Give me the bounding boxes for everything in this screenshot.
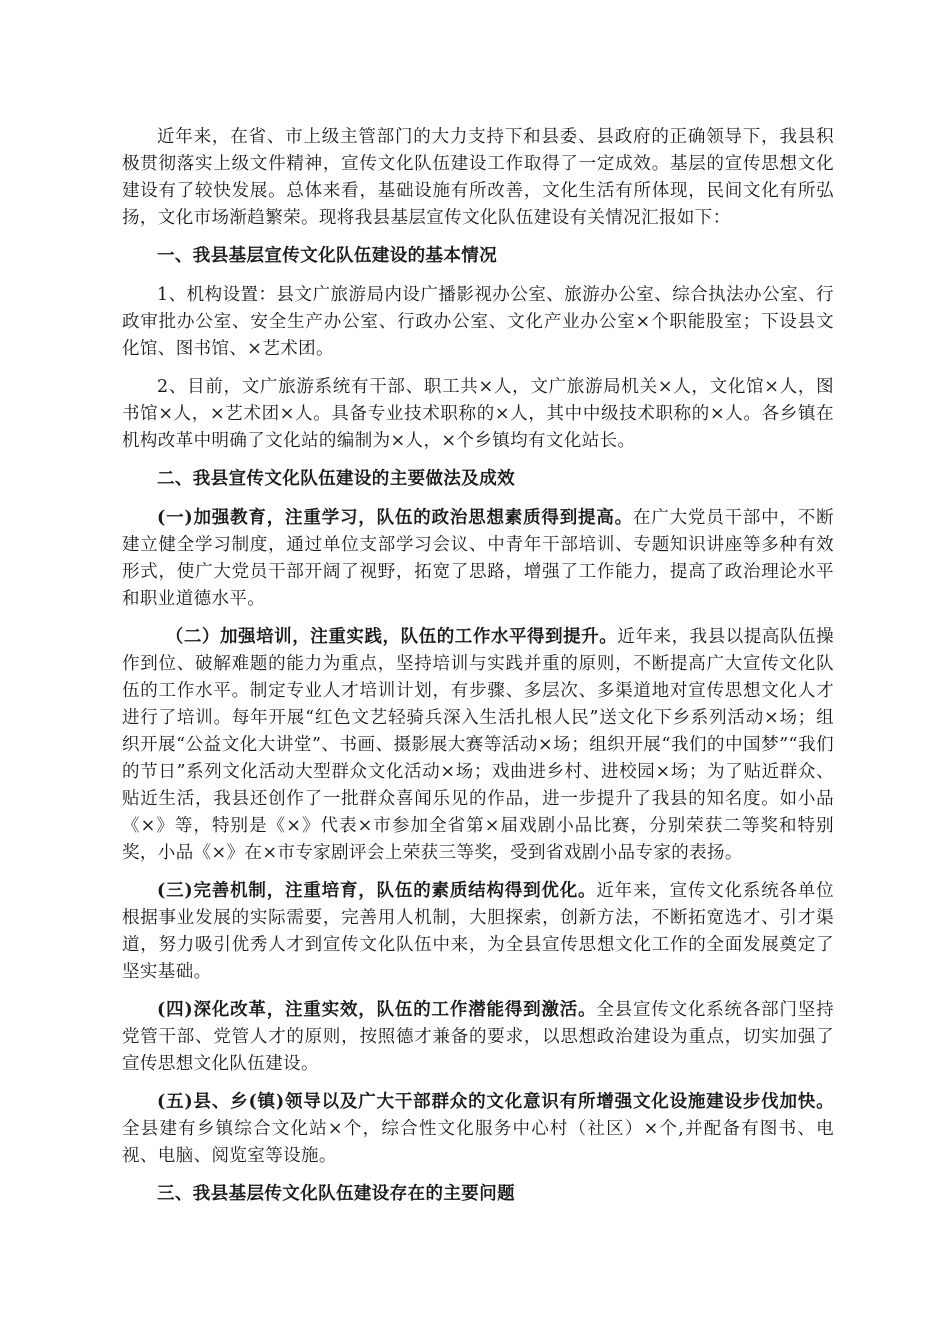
subheading-4: (四)深化改革，注重实效，队伍的工作潜能得到激活。 — [157, 1000, 597, 1020]
section-2-paragraph-3 — [122, 878, 834, 986]
body-text-3: 近年来，宣传文化系统各单位根据事业发展的实际需要，完善用人机制，大胆探索，创新方法，不断拓宽选才、引才渠道，努力吸引优秀人才到宣传文化队伍中来，为全县宣传思想文化工作的全面发展奠定了坚实基础。 — [122, 881, 834, 982]
section-2-paragraph-2 — [122, 624, 834, 867]
section-2-paragraph-4 — [122, 997, 834, 1078]
section-1-paragraph-2: 2、目前，文广旅游系统有干部、职工共×人，文广旅游局机关×人，文化馆×人，图书馆×人，×艺术团×人。具备专业技术职称的×人，其中中级技术职称的×人。各乡镇在机构改革中明确了文化站的编制为×人，×个乡镇均有文化站长。 — [122, 377, 834, 451]
subheading-1: (一)加强教育，注重学习，队伍的政治思想素质得到提高。 — [157, 508, 633, 528]
section-3-heading: 三、我县基层传文化队伍建设存在的主要问题 — [157, 1184, 515, 1204]
subheading-2: （二）加强培训，注重实践，队伍的工作水平得到提升。 — [165, 627, 618, 647]
subheading-3: (三)完善机制，注重培育，队伍的素质结构得到优化。 — [157, 881, 597, 901]
subheading-5: (五)县、乡(镇)领导以及广大干部群众的文化意识有所增强文化设施建设步伐加快。 — [157, 1092, 834, 1112]
intro-paragraph: 近年来，在省、市上级主管部门的大力支持下和县委、县政府的正确领导下，我县积极贯彻落实上级文件精神，宣传文化队伍建设工作取得了一定成效。基层的宣传思想文化建设有了较快发展。总体来看，基础设施有所改善，文化生活有所体现，民间文化有所弘扬，文化市场渐趋繁荣。现将我县基层宣传文化队伍建设有关情况汇报如下： — [122, 127, 834, 228]
section-2-paragraph-1 — [122, 505, 834, 613]
body-text-1: 在广大党员干部中，不断建立健全学习制度，通过单位支部学习会议、中青年干部培训、专题知识讲座等多种有效形式，使广大党员干部开阔了视野，拓宽了思路，增强了工作能力，提高了政治理论水平和职业道德水平。 — [122, 508, 835, 609]
body-text-4: 全县宣传文化系统各部门坚持党管干部、党管人才的原则，按照德才兼备的要求，以思想政治建设为重点，切实加强了宣传思想文化队伍建设。 — [122, 1000, 834, 1074]
body-text-5: 全县建有乡镇综合文化站×个，综合性文化服务中心村（社区）×个,并配备有图书、电视、电脑、阅览室等设施。 — [122, 1119, 834, 1166]
section-1-paragraph-1: 1、机构设置：县文广旅游局内设广播影视办公室、旅游办公室、综合执法办公室、行政审批办公室、安全生产办公室、行政办公室、文化产业办公室×个职能股室；下设县文化馆、图书馆、×艺术团。 — [122, 285, 834, 359]
section-2-heading: 二、我县宣传文化队伍建设的主要做法及成效 — [157, 469, 515, 489]
document-page — [122, 124, 834, 1220]
section-1-heading: 一、我县基层宣传文化队伍建设的基本情况 — [157, 246, 498, 266]
section-2-paragraph-5 — [122, 1089, 834, 1170]
body-text-2: 近年来，我县以提高队伍操作到位、破解难题的能力为重点，坚持培训与实践并重的原则，不断提高广大宣传文化队伍的工作水平。制定专业人才培训计划，有步骤、多层次、多渠道地对宣传思想文化人才进行了培训。每年开展“红色文艺轻骑兵深入生活扎根人民”送文化下乡系列活动×场；组织开展“公益文化大讲堂”、书画、摄影展大赛等活动×场；组织开展“我们的中国梦”“我们的节日”系列文化活动大型群众文化活动×场；戏曲进乡村、进校园×场；为了贴近群众、贴近生活，我县还创作了一批群众喜闻乐见的作品，进一步提升了我县的知名度。如小品《×》等，特别是《×》代表×市参加全省第×届戏剧小品比赛，分别荣获二等奖和特别奖，小品《×》在×市专家剧评会上荣获三等奖，受到省戏剧小品专家的表扬。 — [122, 627, 834, 863]
